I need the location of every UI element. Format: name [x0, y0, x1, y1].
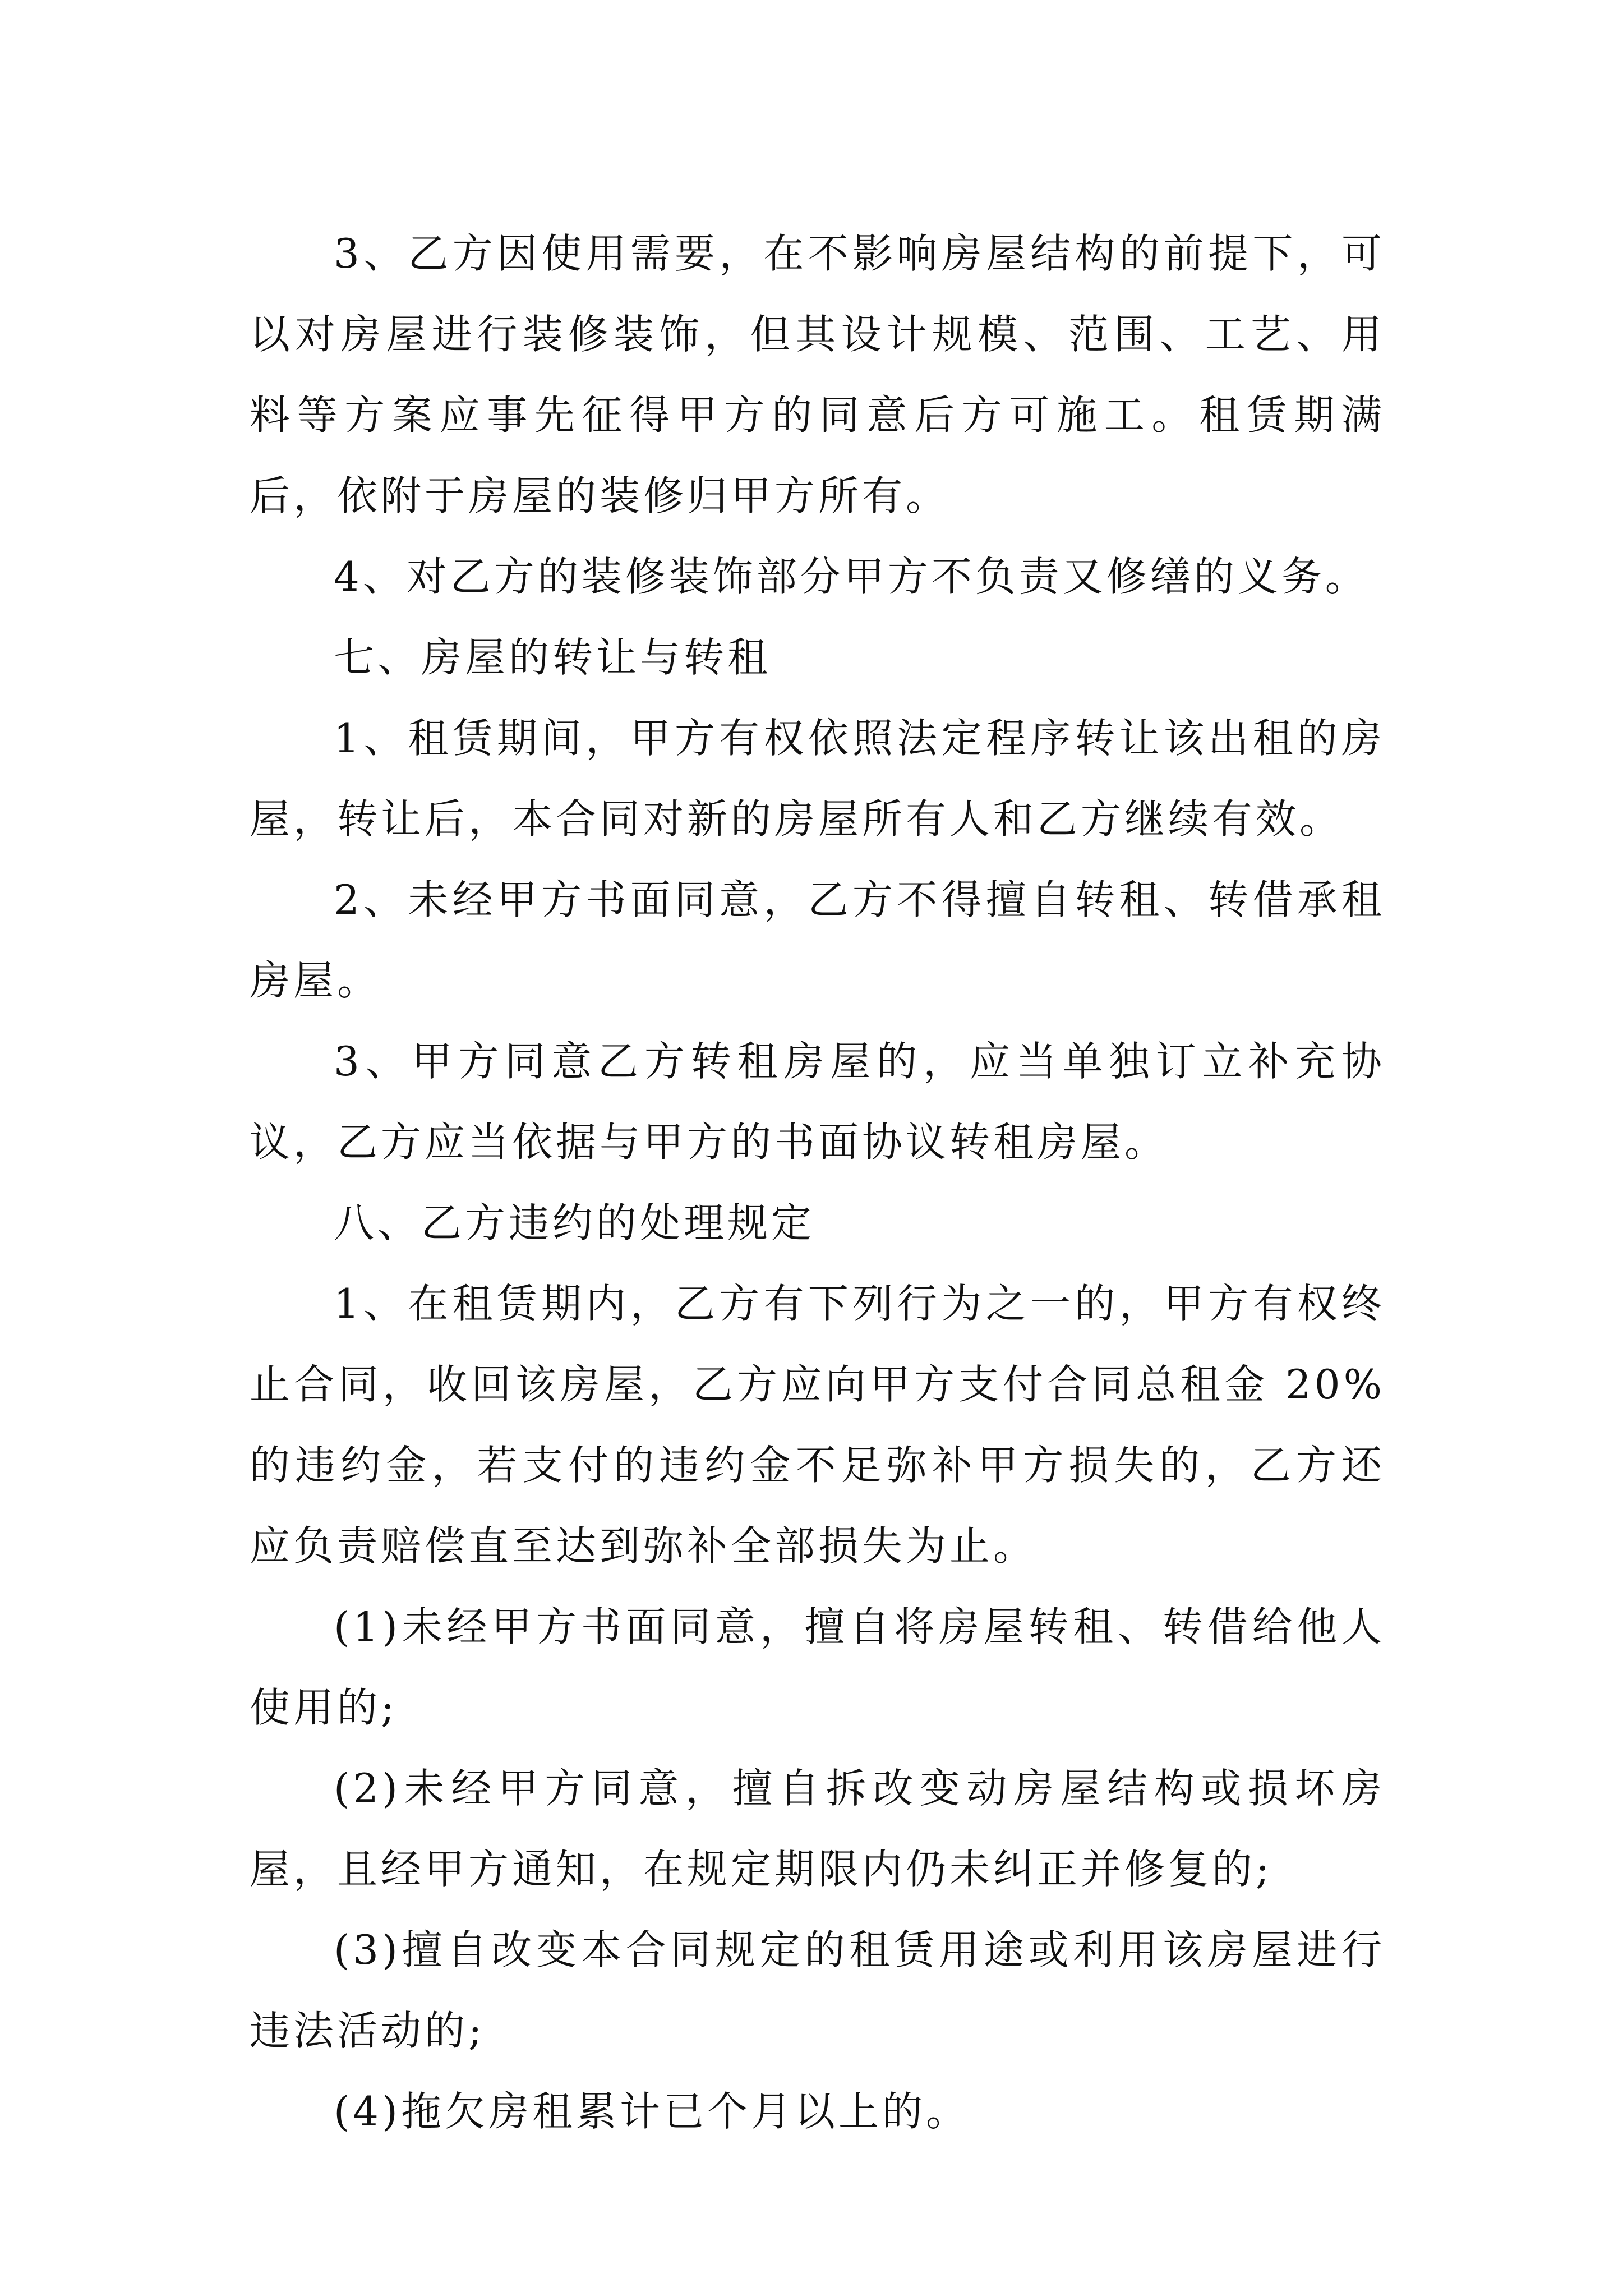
paragraph-breach-item-4: (4)拖欠房租累计已个月以上的。	[334, 2088, 970, 2135]
paragraph-renovation-clause-4: 4、对乙方的装修装饰部分甲方不负责又修缮的义务。	[334, 553, 1369, 600]
paragraph-breach-item-2: (2)未经甲方同意，擅自拆改变动房屋结构或损坏房屋，且经甲方通知，在规定期限内仍未纠正并修复的;	[250, 1765, 1385, 1893]
paragraph-transfer-clause-3: 3、甲方同意乙方转租房屋的，应当单独订立补充协议，乙方应当依据与甲方的书面协议转租房屋。	[250, 1038, 1385, 1166]
paragraph-breach-item-1: (1)未经甲方书面同意，擅自将房屋转租、转借给他人使用的;	[250, 1603, 1385, 1731]
paragraph-breach-clause-1: 1、在租赁期内，乙方有下列行为之一的，甲方有权终止合同，收回该房屋，乙方应向甲方支付合同总租金 20%的违约金，若支付的违约金不足弥补甲方损失的，乙方还应负责赔偿直至达到弥补全部损失为止。	[250, 1280, 1385, 1570]
paragraph-renovation-clause-3: 3、乙方因使用需要，在不影响房屋结构的前提下，可以对房屋进行装修装饰，但其设计规模、范围、工艺、用料等方案应事先征得甲方的同意后方可施工。租赁期满后，依附于房屋的装修归甲方所有。	[250, 230, 1385, 519]
document-body	[250, 213, 1385, 2152]
paragraph-breach-item-3: (3)擅自改变本合同规定的租赁用途或利用该房屋进行违法活动的;	[250, 1926, 1385, 2054]
paragraph-transfer-clause-1: 1、租赁期间，甲方有权依照法定程序转让该出租的房屋，转让后，本合同对新的房屋所有人和乙方继续有效。	[250, 715, 1385, 843]
paragraph-transfer-clause-2: 2、未经甲方书面同意，乙方不得擅自转租、转借承租房屋。	[250, 876, 1385, 1004]
section-heading-breach: 八、乙方违约的处理规定	[334, 1199, 815, 1246]
section-heading-transfer-sublease: 七、房屋的转让与转租	[334, 634, 772, 681]
